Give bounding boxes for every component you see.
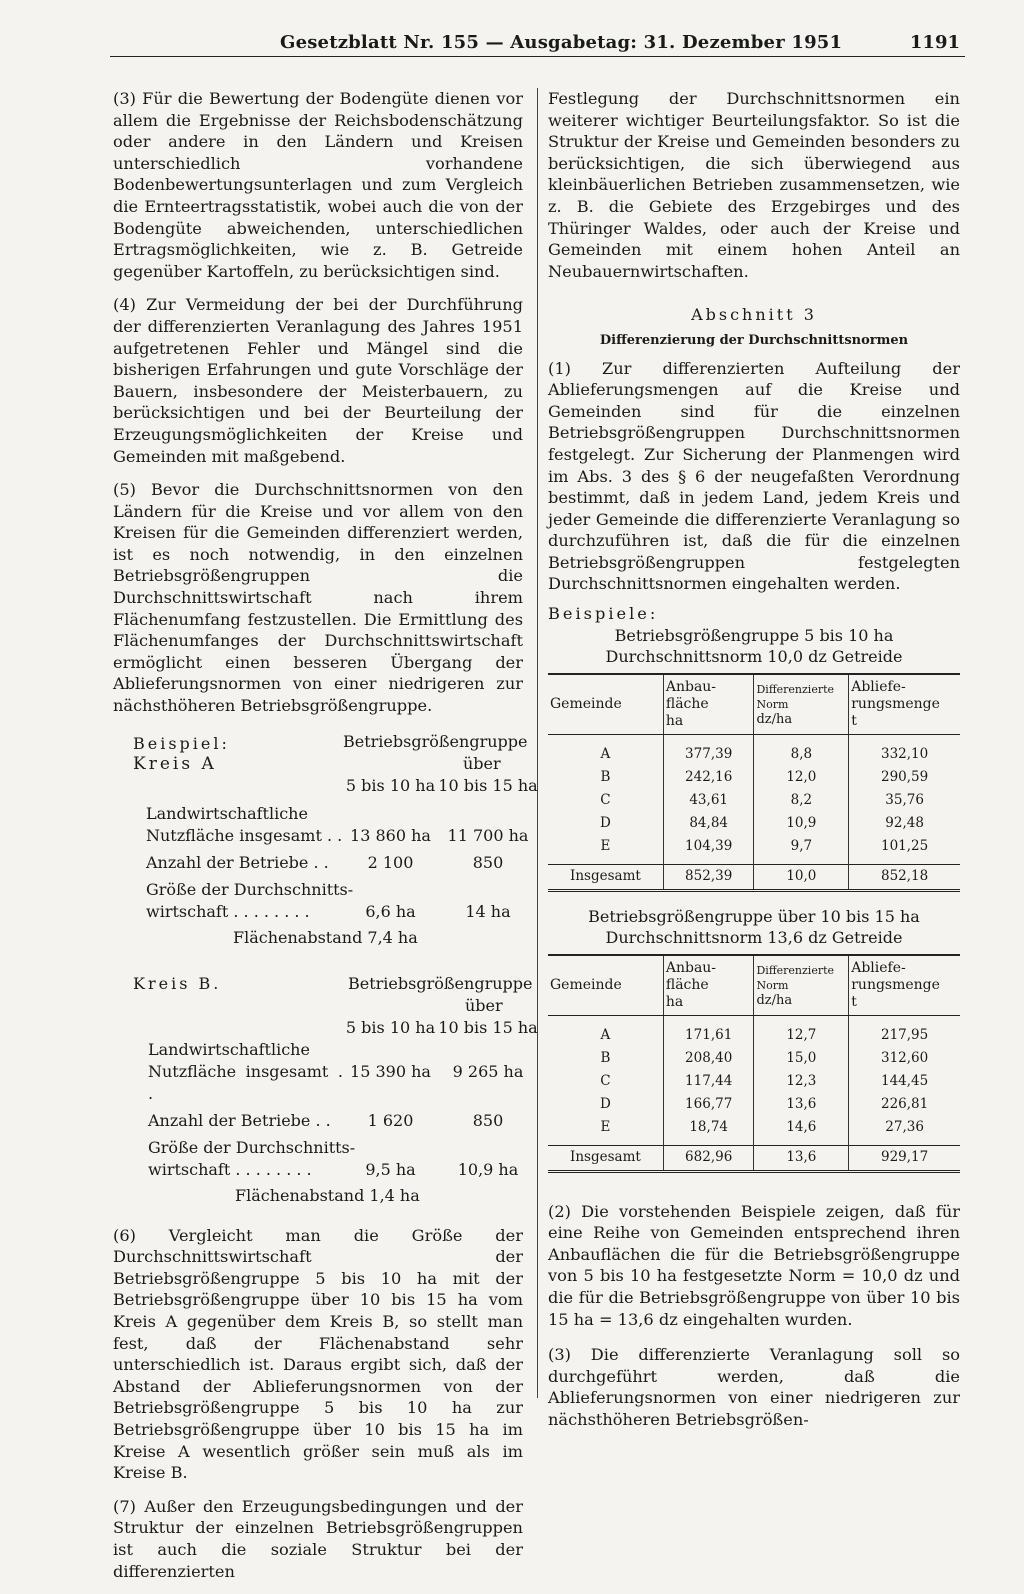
- kreis-b-abstand: Flächenabstand 1,4 ha: [235, 1185, 420, 1205]
- section-paragraph-1: (1) Zur differenzierten Aufteilung der Ablieferungsmengen auf die Kreise und Gemeinden sind für die einzelnen Betriebsgrößengruppen Durchschnittsnormen festgelegt. Zur Sicherung der Planmengen wird im Abs. 3 des § 6 der neugefaßten Verordnung bestimmt, daß in jedem Land, jedem Kreis und jeder Gemeinde die differenzierte Veranlagung so durchzuführen ist, daß die für die einzelnen Betriebsgrößengruppen festgelegten Durchschnittsnormen eingehalten werden.: [548, 358, 960, 594]
- table-total-row: Insgesamt 682,96 13,6 929,17: [548, 1145, 960, 1171]
- kreis-b-r3-label-a: Größe der Durchschnitts-: [148, 1137, 356, 1157]
- kreis-a-r2-v2: 850: [472, 852, 504, 872]
- table2-caption-1: Betriebsgrößengruppe über 10 bis 15 ha: [588, 906, 920, 926]
- kreis-b-col1: 5 bis 10 ha: [345, 1017, 436, 1037]
- col-anbauflaeche: Anbau- fläche ha: [663, 955, 754, 1016]
- paragraph-7: (7) Außer den Erzeugungsbedingungen und der Struktur der einzelnen Betriebsgrößengruppen ist auch die soziale Struktur bei der differenzierten: [113, 1496, 523, 1581]
- table-row: E 104,39 9,7 101,25: [548, 835, 960, 865]
- table1-caption-2: Durchschnittsnorm 10,0 dz Getreide: [605, 646, 903, 666]
- table-row: D 84,84 10,9 92,48: [548, 812, 960, 835]
- col-gemeinde: Gemeinde: [548, 955, 663, 1016]
- kreis-b-r2-v2: 850: [472, 1110, 504, 1130]
- kreis-a-ueber: über: [463, 753, 501, 773]
- kreis-b-r3-v1: 9,5 ha: [365, 1159, 416, 1179]
- kreis-a-r3-v1: 6,6 ha: [365, 901, 416, 921]
- section-subtitle: Differenzierung der Durchschnittsnormen: [599, 332, 909, 348]
- kreis-a-r1-label-b: Nutzfläche insgesamt . .: [146, 825, 343, 845]
- kreis-a-abstand: Flächenabstand 7,4 ha: [233, 927, 418, 947]
- table-row: D 166,77 13,6 226,81: [548, 1093, 960, 1116]
- kreis-a-r2-v1: 2 100: [367, 852, 414, 872]
- col-ablieferungsmenge: Abliefe- rungsmenge t: [849, 674, 960, 735]
- col-anbauflaeche: Anbau- fläche ha: [663, 674, 754, 735]
- col-norm: Differenzierte Norm dz/ha: [754, 674, 849, 735]
- examples-label: Beispiele:: [548, 604, 659, 624]
- table-row: B 242,16 12,0 290,59: [548, 766, 960, 789]
- kreis-a-r3-label-b: wirtschaft . . . . . . . .: [146, 901, 310, 921]
- table-row: C 43,61 8,2 35,76: [548, 789, 960, 812]
- table-row: E 18,74 14,6 27,36: [548, 1116, 960, 1146]
- section-paragraph-2: (2) Die vorstehenden Beispiele zeigen, daß für eine Reihe von Gemeinden entsprechend ihren Anbauflächen die für die Betriebsgrößengruppe von 5 bis 10 ha festgesetzte Norm = 10,0 dz und die für die Betriebsgrößengruppe von über 10 bis 15 ha = 13,6 dz eingehalten wurden.: [548, 1201, 960, 1329]
- column-divider: [537, 88, 538, 1398]
- paragraph-3: (3) Für die Bewertung der Bodengüte dienen vor allem die Ergebnisse der Reichsbodenschätzung oder andere in den Ländern und Kreisen unterschiedlich vorhandene Bodenbewertungsunterlagen und zum Vergleich die Ernteertragsstatistik, wobei auch die von der Bodengüte abweichenden, unterschiedlichen Ertragsmöglichkeiten, wie z. B. Getreide gegenüber Kartoffeln, zu berücksichtigen sind.: [113, 89, 523, 281]
- kreis-a-r3-v2: 14 ha: [465, 901, 511, 921]
- table-row: B 208,40 15,0 312,60: [548, 1047, 960, 1070]
- kreis-a-name: Kreis A: [133, 753, 217, 774]
- kreis-b-r1-v1: 15 390 ha: [350, 1061, 431, 1081]
- kreis-a-r1-v2: 11 700 ha: [447, 825, 529, 845]
- kreis-a-group-head: Betriebsgrößengruppe: [343, 731, 528, 751]
- kreis-a-r1-v1: 13 860 ha: [350, 825, 431, 845]
- section-title: Abschnitt 3: [691, 305, 817, 325]
- kreis-b-ueber: über: [465, 995, 503, 1015]
- kreis-b-name: Kreis B.: [133, 973, 222, 993]
- kreis-b-r1-v2: 9 265 ha: [452, 1061, 524, 1081]
- paragraph-continued: Festlegung der Durchschnittsnormen ein weiterer wichtiger Beurteilungsfaktor. So ist die Struktur der Kreise und Gemeinden besonders zu berücksichtigen, die sich überwiegend aus kleinbäuerlichen Betrieben zusammensetzen, wie z. B. die Gebiete des Erzgebirges und des Thüringer Waldes, oder auch der Kreise und Gemeinden mit einem hohen Anteil an Neubauernwirtschaften.: [548, 89, 960, 281]
- page-number: 1191: [909, 32, 960, 53]
- table-group-5-10: [548, 673, 960, 892]
- right-column: [548, 88, 960, 1443]
- table-row: A 171,61 12,7 217,95: [548, 1015, 960, 1047]
- kreis-a-col1: 5 bis 10 ha: [345, 775, 436, 795]
- col-gemeinde: Gemeinde: [548, 674, 663, 735]
- page-header: [110, 32, 960, 54]
- kreis-a-r3-label-a: Größe der Durchschnitts-: [146, 879, 354, 899]
- paragraph-6: (6) Vergleicht man die Größe der Durchschnittswirtschaft der Betriebsgrößengruppe 5 bis 10 ha mit der Betriebsgrößengruppe über 10 bis 15 ha vom Kreis A gegenüber dem Kreis B, so stellt man fest, daß der Flächenabstand sehr unterschiedlich ist. Daraus ergibt sich, daß der Abstand der Ablieferungsnormen von der Betriebsgrößengruppe 5 bis 10 ha zur Betriebsgrößengruppe über 10 bis 15 ha im Kreise A wesentlich größer sein muß als im Kreise B.: [113, 1225, 523, 1483]
- col-norm: Differenzierte Norm dz/ha: [754, 955, 849, 1016]
- gazette-title: Gesetzblatt Nr. 155 — Ausgabetag: 31. Dezember 1951: [280, 32, 843, 53]
- paragraph-5: (5) Bevor die Durchschnittsnormen von den Ländern für die Kreise und vor allem von den Kreisen für die Gemeinden differenziert werden, ist es noch notwendig, in den einzelnen Betriebsgrößengruppen die Durchschnittswirtschaft nach ihrem Flächenumfang festzustellen. Die Ermittlung des Flächenumfanges der Durchschnittswirtschaft ermöglicht einen besseren Übergang der Ablieferungsnormen von einer niedrigeren zur nächsthöheren Betriebsgrößengruppe.: [113, 480, 523, 716]
- table-row: A 377,39 8,8 332,10: [548, 734, 960, 766]
- table-group-10-15: [548, 954, 960, 1173]
- table-row: C 117,44 12,3 144,45: [548, 1070, 960, 1093]
- example-label: Beispiel:: [133, 733, 230, 753]
- header-rule: [110, 56, 965, 57]
- example-kreis-a: [113, 731, 538, 949]
- kreis-b-r3-v2: 10,9 ha: [457, 1159, 519, 1179]
- example-kreis-b: [113, 973, 538, 1207]
- left-column: [113, 88, 538, 1594]
- kreis-b-group-head: Betriebsgrößengruppe: [348, 973, 533, 993]
- paragraph-4: (4) Zur Vermeidung der bei der Durchführung der differenzierten Veranlagung des Jahres 1951 aufgetretenen Fehler und Mängel sind die bisherigen Erfahrungen und gute Vorschläge der Bauern, insbesondere der Meisterbauern, zu berücksichtigen und bei der Beurteilung der Erzeugungsmöglichkeiten der Kreise und Gemeinden mit maßgebend.: [113, 295, 523, 466]
- kreis-b-r1-label-a: Landwirtschaftliche: [148, 1039, 310, 1059]
- kreis-a-r2-label: Anzahl der Betriebe . .: [146, 852, 329, 872]
- table1-caption-1: Betriebsgrößengruppe 5 bis 10 ha: [614, 625, 894, 645]
- kreis-b-r3-label-b: wirtschaft . . . . . . . .: [148, 1159, 312, 1179]
- kreis-b-col2: 10 bis 15 ha: [438, 1017, 538, 1037]
- kreis-b-r2-label: Anzahl der Betriebe . .: [148, 1110, 331, 1130]
- kreis-a-r1-label-a: Landwirtschaftliche: [146, 803, 308, 823]
- kreis-a-col2: 10 bis 15 ha: [438, 775, 538, 795]
- section-paragraph-3: (3) Die differenzierte Veranlagung soll so durchgeführt werden, daß die Ablieferungsnormen von einer niedrigeren zur nächsthöheren Betriebsgrößen-: [548, 1345, 960, 1429]
- kreis-b-r1-label-b: Nutzfläche insgesamt . .: [148, 1061, 343, 1103]
- kreis-b-r2-v1: 1 620: [367, 1110, 414, 1130]
- table-total-row: Insgesamt 852,39 10,0 852,18: [548, 864, 960, 890]
- col-ablieferungsmenge: Abliefe- rungsmenge t: [849, 955, 960, 1016]
- table2-caption-2: Durchschnittsnorm 13,6 dz Getreide: [605, 927, 903, 947]
